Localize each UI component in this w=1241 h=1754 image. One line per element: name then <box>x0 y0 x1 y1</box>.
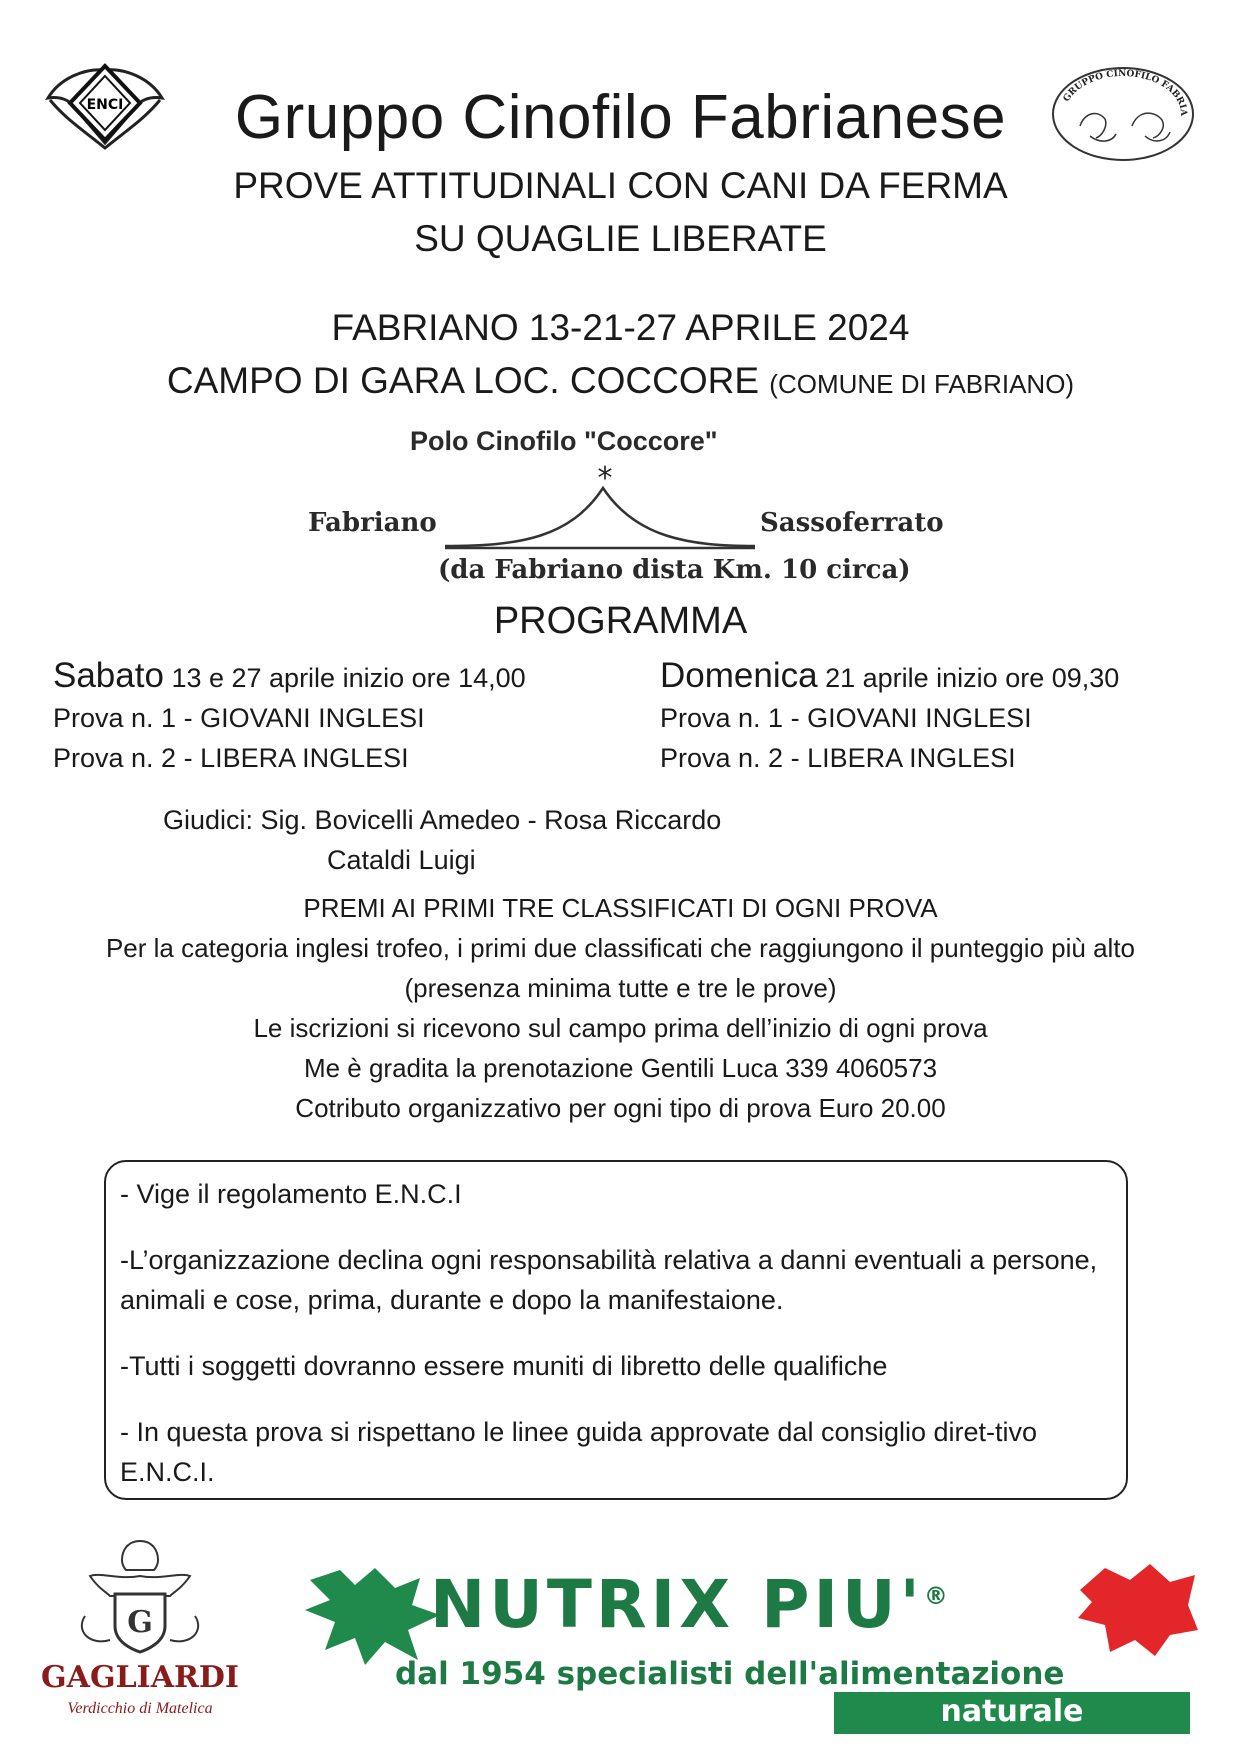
info-block <box>0 888 1241 1128</box>
saturday-heading <box>53 656 526 698</box>
rules-box <box>104 1160 1128 1500</box>
gagliardi-subtitle: Verdicchio di Matelica <box>67 1700 213 1717</box>
nutrix-red-splash-icon <box>1070 1560 1200 1660</box>
svg-text:ENCI: ENCI <box>86 97 124 113</box>
sunday-schedule <box>660 656 1119 778</box>
saturday-prova-2: Prova n. 2 - LIBERA INGLESI <box>53 743 409 773</box>
nutrix-naturale: naturale <box>940 1694 1084 1729</box>
location-main: CAMPO DI GARA LOC. COCCORE <box>166 360 759 401</box>
nutrix-name: NUTRIX PIU' <box>430 1566 924 1643</box>
saturday-schedule <box>53 656 526 778</box>
map-left-town: Fabriano <box>308 508 437 538</box>
gagliardi-name: GAGLIARDI <box>41 1660 239 1695</box>
map-polo-label: Polo Cinofilo "Coccore" <box>410 426 718 456</box>
giudici-line-2: Cataldi Luigi <box>327 845 476 875</box>
sunday-info: 21 aprile inizio ore 09,30 <box>825 663 1120 693</box>
sunday-prova-2: Prova n. 2 - LIBERA INGLESI <box>660 743 1016 773</box>
subtitle-line-2: SU QUAGLIE LIBERATE <box>414 218 827 259</box>
svg-text:*: * <box>597 461 613 496</box>
saturday-prova-1: Prova n. 1 - GIOVANI INGLESI <box>53 703 425 733</box>
location-note: (COMUNE DI FABRIANO) <box>769 369 1075 399</box>
map-right-town: Sassoferrato <box>760 508 944 538</box>
info-prenotazione: Me è gradita la prenotazione Gentili Luca 339 4060573 <box>303 1053 938 1083</box>
rule-1: - Vige il regolamento E.N.C.I <box>120 1179 462 1209</box>
info-presenza: (presenza minima tutte e tre le prove) <box>404 973 837 1003</box>
event-location <box>0 360 1241 402</box>
event-dates: FABRIANO 13-21-27 APRILE 2024 <box>331 307 910 348</box>
saturday-day: Sabato <box>53 656 164 695</box>
sunday-heading <box>660 656 1119 698</box>
rule-4: - In questa prova si rispettano le linee guida approvate dal consiglio diret-tivo E.N.C.I. <box>120 1417 1038 1487</box>
sunday-day: Domenica <box>660 656 818 695</box>
info-premi: PREMI AI PRIMI TRE CLASSIFICATI DI OGNI PROVA <box>303 893 938 923</box>
page-title: Gruppo Cinofilo Fabrianese <box>234 83 1007 152</box>
gcf-logo <box>1050 64 1196 164</box>
subtitle-line-1: PROVE ATTITUDINALI CON CANI DA FERMA <box>233 165 1008 206</box>
rule-2: -L’organizzazione declina ogni responsabilità relativa a danni eventuali a persone, animali e cose, prima, durante e dopo la manifestaione. <box>120 1245 1098 1315</box>
map-distance: (da Fabriano dista Km. 10 circa) <box>438 555 911 585</box>
info-trofeo: Per la categoria inglesi trofeo, i primi due classificati che raggiungono il punteggio più alto <box>105 933 1136 963</box>
rule-3: -Tutti i soggetti dovranno essere muniti di libretto delle qualifiche <box>120 1351 888 1381</box>
svg-text:G: G <box>127 1605 153 1640</box>
nutrix-tagline: dal 1954 specialisti dell'alimentazione <box>395 1656 1065 1692</box>
info-contributo: Cotributo organizzativo per ogni tipo di prova Euro 20.00 <box>295 1093 946 1123</box>
sunday-prova-1: Prova n. 1 - GIOVANI INGLESI <box>660 703 1032 733</box>
svg-text:GRUPPO CINOFILO FABRIANESE: GRUPPO CINOFILO FABRIA <box>1061 68 1189 117</box>
nutrix-brand <box>430 1566 952 1643</box>
giudici-block <box>163 800 721 880</box>
map-road-diagram <box>440 460 760 550</box>
programma-heading: PROGRAMMA <box>493 600 748 642</box>
giudici-line-1: Giudici: Sig. Bovicelli Amedeo - Rosa Riccardo <box>163 805 722 835</box>
gagliardi-crest-icon <box>70 1536 210 1656</box>
nutrix-registered-mark: ® <box>923 1582 952 1610</box>
info-iscrizioni: Le iscrizioni si ricevono sul campo prima dell’inizio di ogni prova <box>253 1013 988 1043</box>
saturday-info: 13 e 27 aprile inizio ore 14,00 <box>171 663 526 693</box>
